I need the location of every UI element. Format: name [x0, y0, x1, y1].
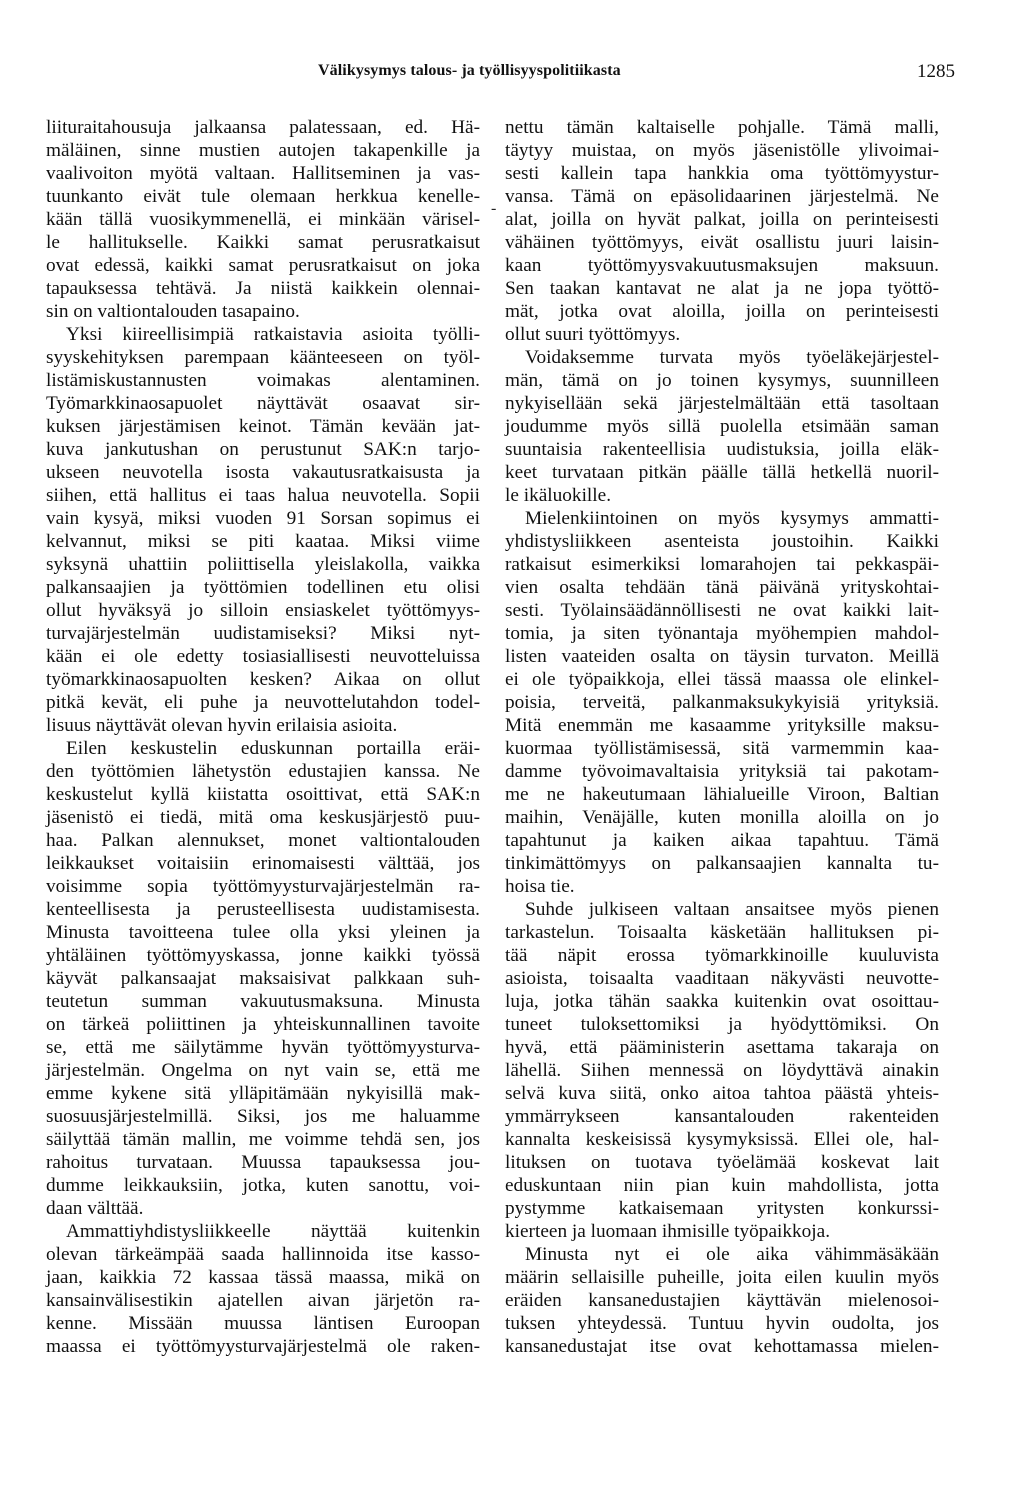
left-column-text-line: olevan tärkeämpää saada hallinnoida itse kasso-	[46, 1244, 480, 1265]
left-column-text-line: maassa ei työttömyysturvajärjestelmä ole raken-	[46, 1336, 480, 1357]
right-column-text-line: le ikäluokille.	[505, 485, 612, 506]
left-column-text-line: dumme leikkauksiin, jotka, kuten sanottu, voi-	[46, 1175, 480, 1196]
left-column-text-line: ovat edessä, kaikki samat perusratkaisut on joka	[46, 255, 480, 276]
left-column-text-line: lisuus näyttävät olevan hyvin erilaisia asioita.	[46, 715, 398, 736]
right-column-text-line: tinkimättömyys on palkansaajien kannalta tu-	[505, 853, 939, 874]
left-column-text-line: sin on valtiontalouden tasapaino.	[46, 301, 300, 322]
right-column-text-line: mät, jotka ovat aloilla, joilla on perinteisesti	[505, 301, 939, 322]
left-column-text-line: syyskehityksen parempaan käänteeseen on työl-	[46, 347, 480, 368]
left-column-text-line: on tärkeä poliittinen ja yhteiskunnallinen tavoite	[46, 1014, 480, 1035]
right-column-text-line: asioista, toisaalta vaaditaan näkyvästi neuvotte-	[505, 968, 939, 989]
left-column-text-line: tapauksessa tehtävä. Ja niistä kaikkein olennai-	[46, 278, 480, 299]
left-column-text-line: Työmarkkinaosapuolet näyttävät osaavat sir-	[46, 393, 480, 414]
left-column-text-line: voisimme sopia työttömyysturvajärjestelmän ra-	[46, 876, 480, 897]
right-column-text-line: vien osalta tehdään tänä päivänä yrityskohtai-	[505, 577, 939, 598]
left-column-text-line: työmarkkinaosapuolten kesken? Aikaa on ollut	[46, 669, 480, 690]
left-column-text-line: kään ei ole edetty tosiasiallisesti neuvotteluissa	[46, 646, 480, 667]
right-column-text-line: sesti. Työlainsäädännöllisesti ne ovat kaikki lait-	[505, 600, 939, 621]
right-column-text-line: tapahtunut ja kaiken aikaa tapahtuu. Tämä	[505, 830, 939, 851]
left-column-text-line: Eilen keskustelin eduskunnan portailla eräi-	[66, 738, 480, 759]
right-column-text-line: alat, joilla on hyvät palkat, joilla on perinteisesti	[505, 209, 939, 230]
left-column-text-line: suosuusjärjestelmillä. Siksi, jos me haluamme	[46, 1106, 480, 1127]
right-column-text-line: suuntaisia rakenteellisia uudistuksia, joilla eläk-	[505, 439, 939, 460]
right-column-text-line: Suhde julkiseen valtaan ansaitsee myös pienen	[525, 899, 939, 920]
right-column-text-line: ymmärrykseen kansantalouden rakenteiden	[505, 1106, 939, 1127]
right-column-text-line: tarkastelun. Toisaalta käsketään hallituksen pi-	[505, 922, 939, 943]
right-column-text-line: nykyisellään sekä järjestelmältään että tasoltaan	[505, 393, 939, 414]
left-column-text-line: Yksi kiireellisimpiä ratkaistavia asioita työlli-	[66, 324, 480, 345]
left-column-text-line: liituraitahousuja jalkaansa palatessaan, ed. Hä-	[46, 117, 480, 138]
left-column-text-line: haa. Palkan alennukset, monet valtiontalouden	[46, 830, 480, 851]
right-column-text-line: kansanedustajat itse ovat kehottamassa mielen-	[505, 1336, 939, 1357]
right-column-text-line: kaan työttömyysvakuutusmaksujen maksuun.	[505, 255, 939, 276]
left-column-text-line: palkansaajien ja työttömien todellinen etu olisi	[46, 577, 480, 598]
left-column-text-line: tuunkanto eivät tule olemaan herkkua kenelle-	[46, 186, 480, 207]
right-column-text-line: damme työvoimavaltaisia yrityksiä tai pakotam-	[505, 761, 939, 782]
left-column-text-line: vain kysyä, miksi vuoden 91 Sorsan sopimus ei	[46, 508, 480, 529]
right-column-text-line: Minusta nyt ei ole aika vähimmäsäkään	[525, 1244, 939, 1265]
right-column-text-line: joudumme myös sillä puolella etsimään saman	[505, 416, 939, 437]
right-column-text-line: keet turvataan pitkän päälle tällä hetkellä nuoril-	[505, 462, 939, 483]
right-column-text-line: ratkaisut esimerkiksi lomarahojen tai pekkaspäi-	[505, 554, 939, 575]
left-column-text-line: siihen, että hallitus ei taas halua neuvotella. Sopii	[46, 485, 480, 506]
running-header	[0, 62, 1024, 86]
left-column-text-line: Minusta tavoitteena tulee olla yksi yleinen ja	[46, 922, 480, 943]
margin-mark: -	[491, 200, 497, 217]
left-column-text-line: turvajärjestelmän uudistamiseksi? Miksi nyt-	[46, 623, 480, 644]
right-column-text-line: män, tämä on jo toinen kysymys, suunnilleen	[505, 370, 939, 391]
left-column-text-line: kenne. Missään muussa läntisen Euroopan	[46, 1313, 480, 1334]
left-column-text-line: jäsenistö ei tiedä, mitä oma keskusjärjestö puu-	[46, 807, 480, 828]
left-column-text-line: kansainvälisestikin ajatellen aivan järjetön ra-	[46, 1290, 480, 1311]
right-column-text-line: pystymme katkaisemaan yritysten konkurssi-	[505, 1198, 939, 1219]
left-column-text-line: se, että me säilytämme hyvän työttömyysturva-	[46, 1037, 480, 1058]
left-column-text-line: syksynä uhattiin poliittisella yleislakolla, vaikka	[46, 554, 480, 575]
right-column-text-line: me ne hakeutumaan lähialueille Viroon, Baltian	[505, 784, 939, 805]
right-column-text-line: ei ole työpaikkoja, ellei tässä maassa ole elinkel-	[505, 669, 939, 690]
left-column-text-line: kelvannut, miksi se piti kaataa. Miksi viime	[46, 531, 480, 552]
left-column-text-line: kuksen järjestämisen keinot. Tämän kevään jat-	[46, 416, 480, 437]
right-column-text-line: hyvä, että pääministerin asettama takaraja on	[505, 1037, 939, 1058]
right-column-text-line: Voidaksemme turvata myös työeläkejärjestel-	[525, 347, 939, 368]
right-column-text-line: sesti kallein tapa hankkia oma työttömyystur-	[505, 163, 939, 184]
right-column-text-line: kannalta keskeisissä kysymyksissä. Ellei ole, hal-	[505, 1129, 939, 1150]
right-column-text-line: lituksen on tuotava työelämää koskevat lait	[505, 1152, 939, 1173]
right-column-text-line: eräiden kansanedustajien käyttävän mielenosoi-	[505, 1290, 939, 1311]
right-column-text-line: luja, jotka tähän saakka kuitenkin ovat osoittau-	[505, 991, 939, 1012]
right-column-text-line: vansa. Tämä on epäsolidaarinen järjestelmä. Ne	[505, 186, 939, 207]
right-column-text-line: poisia, terveitä, palkanmaksukykyisiä yrityksiä.	[505, 692, 939, 713]
left-column-text-line: rahoitus turvataan. Muussa tapauksessa jou-	[46, 1152, 480, 1173]
left-column-text-line: den työttömien lähetystön edustajien kanssa. Ne	[46, 761, 480, 782]
right-column-text-line: määrin sellaisille puheille, joita eilen kuulin myös	[505, 1267, 939, 1288]
right-column-text-line: tuneet tuloksettomiksi ja hyödyttömiksi. On	[505, 1014, 939, 1035]
right-column-text-line: lähellä. Siihen mennessä on löydyttävä ainakin	[505, 1060, 939, 1081]
right-column	[505, 116, 939, 1358]
right-column-text-line: täytyy muistaa, on myös jäsenistölle ylivoimai-	[505, 140, 939, 161]
left-column-text-line: kenteellisesta ja perusteellisesta uudistamisesta.	[46, 899, 480, 920]
left-column-text-line: keskustelut kyllä kiistatta osoittivat, että SAK:n	[46, 784, 480, 805]
left-column-text-line: vaalivoiton myötä valtaan. Hallitseminen ja vas-	[46, 163, 480, 184]
running-title: Välikysymys talous- ja työllisyyspolitiikasta	[318, 62, 621, 79]
right-column-text-line: Sen taakan kantavat ne alat ja ne jopa työttö-	[505, 278, 939, 299]
right-column-text-line: Mielenkiintoinen on myös kysymys ammatti-	[525, 508, 939, 529]
left-column-text-line: ukseen neuvotella isosta vakautusratkaisusta ja	[46, 462, 480, 483]
left-column-text-line: käyvät palkansaajat maksaisivat palkkaan suh-	[46, 968, 480, 989]
left-column-text-line: järjestelmän. Ongelma on nyt vain se, että me	[46, 1060, 480, 1081]
left-column-text-line: pitkä kevät, eli puhe ja neuvottelutahdon todel-	[46, 692, 480, 713]
left-column-text-line: le hallitukselle. Kaikki samat perusratkaisut	[46, 232, 480, 253]
right-column-text-line: selvä kuva siitä, onko aitoa tahtoa päästä yhteis-	[505, 1083, 939, 1104]
right-column-text-line: vähäinen työttömyys, eivät osallistu juuri laisin-	[505, 232, 939, 253]
right-column-text-line: listen vaateiden osalta on täysin turvaton. Meillä	[505, 646, 939, 667]
left-column-text-line: ollut hyväksyä jo silloin ensiaskelet työttömyys-	[46, 600, 480, 621]
left-column-text-line: listämiskustannusten voimakas alentaminen.	[46, 370, 480, 391]
right-column-text-line: tomia, ja siten työnantaja myöhempien mahdol-	[505, 623, 939, 644]
left-column-text-line: mäläinen, sinne mustien autojen takapenkille ja	[46, 140, 480, 161]
right-column-text-line: yhdistysliikkeen asenteista joustoihin. Kaikki	[505, 531, 939, 552]
right-column-text-line: hoisa tie.	[505, 876, 575, 897]
left-column-text-line: yhtäläinen työttömyyskassa, jonne kaikki työssä	[46, 945, 480, 966]
left-column-text-line: kuva jankutushan on perustunut SAK:n tarjo-	[46, 439, 480, 460]
right-column-text-line: maihin, Venäjälle, kuten monilla aloilla on jo	[505, 807, 939, 828]
right-column-text-line: eduskuntaan niin pian kuin mahdollista, jotta	[505, 1175, 939, 1196]
left-column-text-line: daan välttää.	[46, 1198, 144, 1219]
left-column-text-line: jaan, kaikkia 72 kassaa tässä maassa, mikä on	[46, 1267, 480, 1288]
right-column-text-line: ollut suuri työttömyys.	[505, 324, 681, 345]
right-column-text-line: nettu tämän kaltaiselle pohjalle. Tämä malli,	[505, 117, 939, 138]
left-column-text-line: kään tällä vuosikymmenellä, ei minkään värisel-	[46, 209, 480, 230]
left-column-text-line: säilyttää tämän mallin, me voimme tehdä sen, jos	[46, 1129, 480, 1150]
left-column-text-line: leikkaukset voitaisiin erinomaisesti välttää, jos	[46, 853, 480, 874]
left-column-text-line: emme kykene sitä ylläpitämään nykyisillä mak-	[46, 1083, 480, 1104]
right-column-text-line: tuksen yhteydessä. Tuntuu hyvin oudolta, jos	[505, 1313, 939, 1334]
left-column-text-line: teutetun summan vakuutusmaksuna. Minusta	[46, 991, 480, 1012]
left-column-text-line: Ammattiyhdistysliikkeelle näyttää kuitenkin	[66, 1221, 480, 1242]
right-column-text-line: kuormaa työllistämisessä, sitä varmemmin kaa-	[505, 738, 939, 759]
page-number: 1285	[917, 61, 955, 82]
right-column-text-line: kierteen ja luomaan ihmisille työpaikkoja.	[505, 1221, 831, 1242]
right-column-text-line: Mitä enemmän me kasaamme yrityksille maksu-	[505, 715, 939, 736]
right-column-text-line: tää näpit erossa työmarkkinoille kuuluvista	[505, 945, 939, 966]
left-column	[46, 116, 480, 1358]
